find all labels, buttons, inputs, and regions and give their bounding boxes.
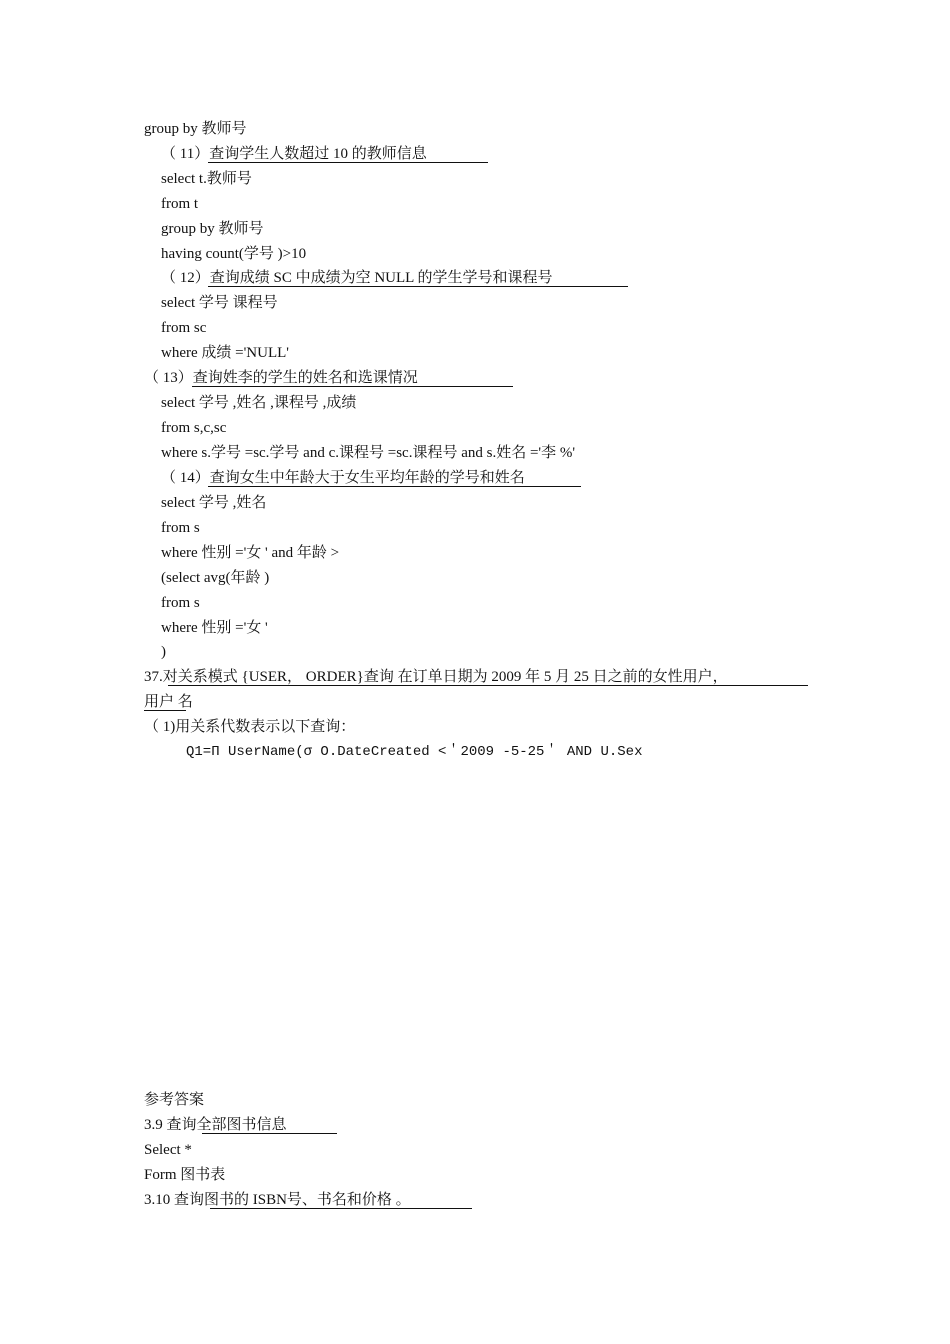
line-from-sc: from sc <box>161 320 207 336</box>
line-select-star: Select * <box>144 1142 192 1158</box>
q11-underline <box>208 162 488 163</box>
q37-continuation: 用户 名 <box>144 694 193 710</box>
q12-underline <box>208 286 628 287</box>
line-select-t: select t.教师号 <box>161 171 252 187</box>
q14-heading: （ 14）查询女生中年龄大于女生平均年龄的学号和姓名 <box>161 470 525 486</box>
q3-9-heading: 3.9 查询全部图书信息 <box>144 1117 287 1133</box>
line-having: having count(学号 )>10 <box>161 246 307 262</box>
q37-cont-underline <box>144 710 186 711</box>
line-form-table: Form 图书表 <box>144 1167 226 1183</box>
line-where-13: where s.学号 =sc.学号 and c.课程号 =sc.课程号 and s.姓名 ='李 %' <box>161 445 576 461</box>
q13-heading: （ 13）查询姓李的学生的姓名和选课情况 <box>144 370 418 386</box>
line-subselect: (select avg(年龄 ) <box>161 570 270 586</box>
line-where-14b: where 性别 ='女 ' <box>161 620 268 636</box>
reference-answer-heading: 参考答案 <box>144 1092 205 1108</box>
line-from-13: from s,c,sc <box>161 420 227 436</box>
q37-underline <box>168 685 808 686</box>
line-from-14b: from s <box>161 595 200 611</box>
q37-heading: 37.对关系模式 {USER， ORDER}查询 在订单日期为 2009 年 5 月 25 日之前的女性用户， <box>144 669 728 685</box>
line-select-sc: select 学号 课程号 <box>161 295 278 311</box>
line-where-14a: where 性别 ='女 ' and 年龄 > <box>161 545 340 561</box>
line-close-paren: ) <box>161 644 166 660</box>
q3-10-heading: 3.10 查询图书的 ISBN号、书名和价格 。 <box>144 1192 411 1208</box>
line-select-14: select 学号 ,姓名 <box>161 495 267 511</box>
line-select-13: select 学号 ,姓名 ,课程号 ,成绩 <box>161 395 357 411</box>
line-where-null: where 成绩 ='NULL' <box>161 345 289 361</box>
relational-algebra-q1: Q1=Π UserName(σ O.DateCreated <＇2009 -5-25＇ AND U.Sex <box>186 744 643 760</box>
q13-underline <box>192 386 513 387</box>
q14-underline <box>208 486 581 487</box>
line-group-by-2: group by 教师号 <box>161 221 264 237</box>
line-from-t: from t <box>161 196 199 212</box>
q3-9-underline <box>202 1133 337 1134</box>
q3-10-underline <box>210 1208 472 1209</box>
q11-heading: （ 11）查询学生人数超过 10 的教师信息 <box>161 146 427 162</box>
line-from-14a: from s <box>161 520 200 536</box>
q12-heading: （ 12）查询成绩 SC 中成绩为空 NULL 的学生学号和课程号 <box>161 270 553 286</box>
line-group-by-1: group by 教师号 <box>144 121 247 137</box>
q37-sub1-heading: （ 1)用关系代数表示以下查询： <box>144 719 356 735</box>
